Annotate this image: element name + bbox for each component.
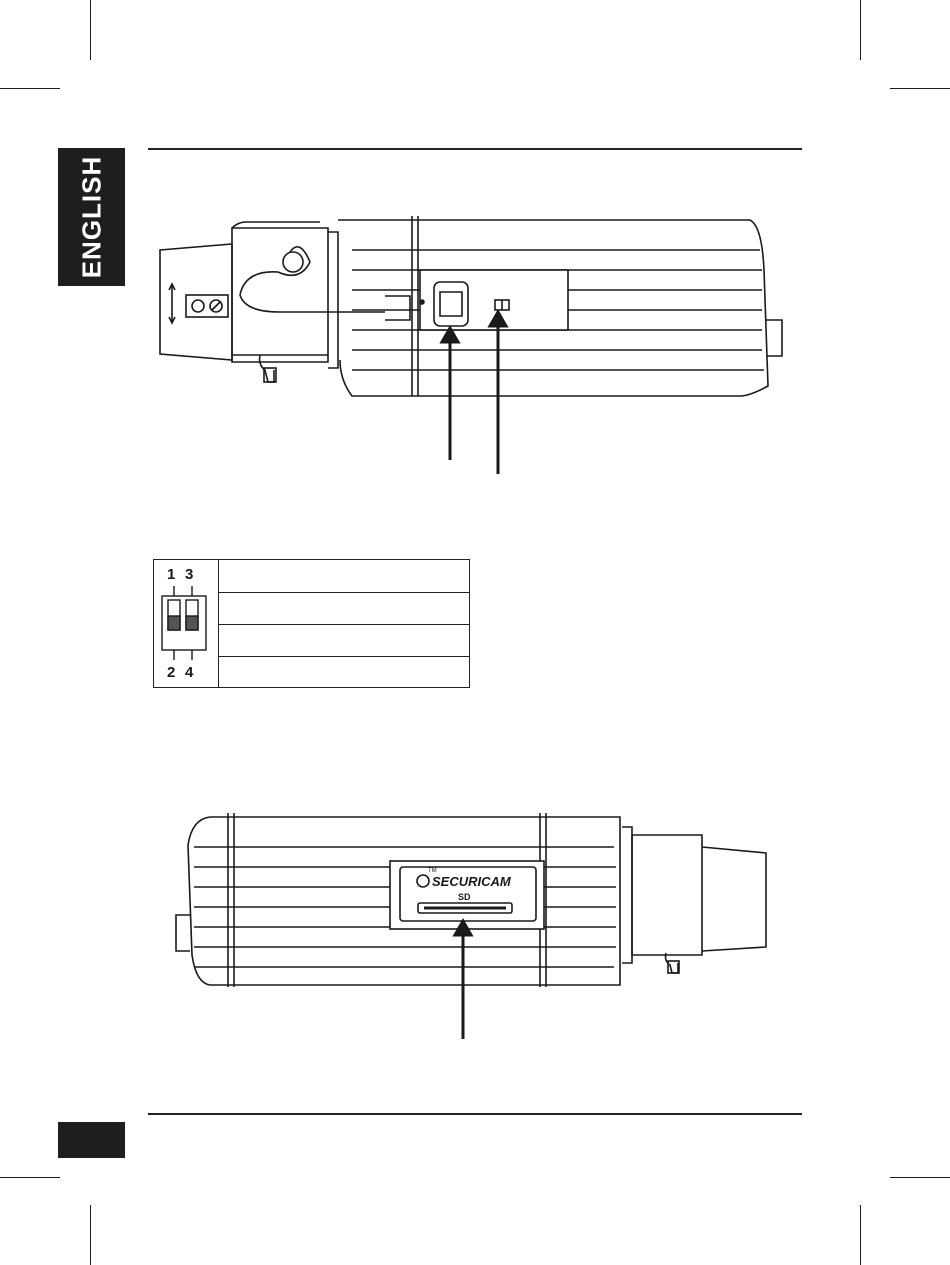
page-number-box <box>58 1122 125 1158</box>
lens-ring <box>632 835 702 955</box>
dip-number-1: 1 <box>167 566 176 583</box>
dip-table-row <box>218 624 469 657</box>
crop-mark <box>0 1177 60 1178</box>
crop-mark <box>0 88 60 89</box>
crop-mark <box>890 1177 950 1178</box>
crop-mark <box>860 1205 861 1265</box>
rear-connector <box>176 915 190 951</box>
crop-mark <box>860 0 861 60</box>
crop-mark <box>90 0 91 60</box>
brand-mark: TM <box>428 868 437 874</box>
language-label: ENGLISH <box>76 155 106 279</box>
sd-label: SD <box>458 892 471 902</box>
dip-switch-table <box>153 559 470 688</box>
lens-ring <box>232 228 328 362</box>
header-rule <box>148 148 802 150</box>
dip-table-row <box>218 656 469 688</box>
dip-table-row <box>218 560 469 593</box>
dip-switch-cell <box>154 560 219 687</box>
crop-mark <box>90 1205 91 1265</box>
brand-name: SECURICAM <box>432 874 511 889</box>
dip-switch-icon <box>160 586 210 662</box>
crop-mark <box>890 88 950 89</box>
camera-sd-side-view <box>170 805 780 1045</box>
auto-iris-cable <box>240 247 385 312</box>
dip-number-3: 3 <box>185 566 194 583</box>
power-connector <box>434 282 468 326</box>
dip-table-row <box>218 592 469 625</box>
dip-number-2: 2 <box>167 664 176 681</box>
language-tab <box>58 148 125 286</box>
camera-side-view <box>150 210 800 480</box>
rear-connector <box>766 320 782 356</box>
dip-number-4: 4 <box>185 664 194 681</box>
footer-rule <box>148 1113 802 1115</box>
